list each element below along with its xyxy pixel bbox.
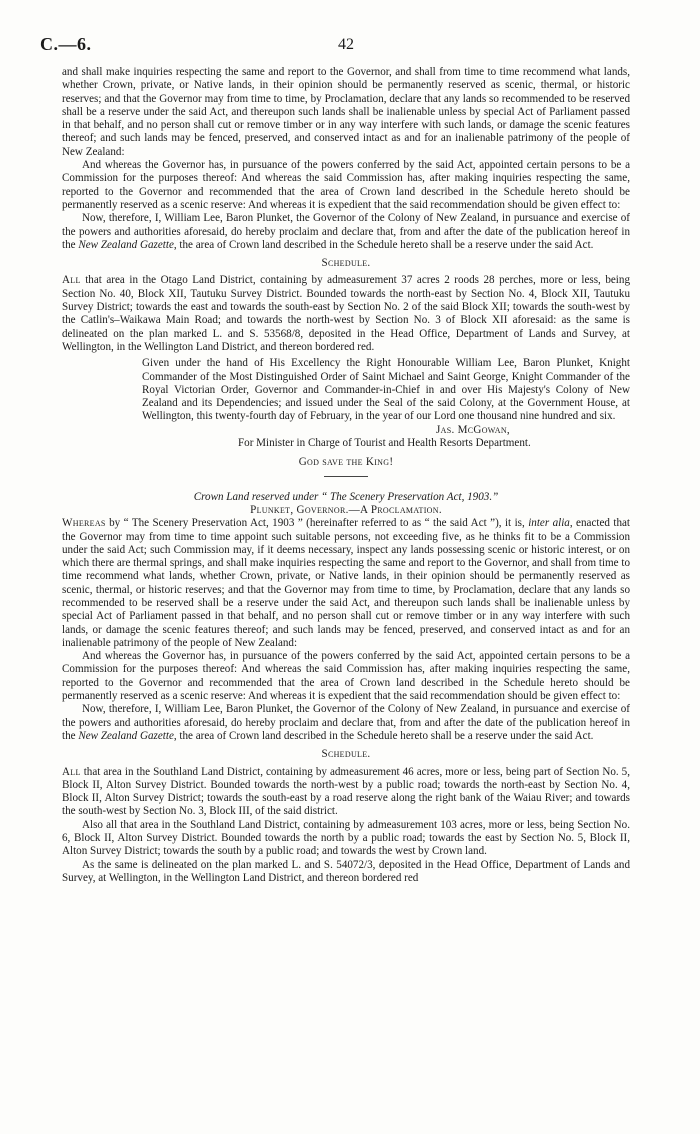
document-body: [62, 66, 630, 885]
whereas-intro-paragraph: Whereas by “ The Scenery Preservation Act, 1903 ” (hereinafter referred to as “ the said Act ”), it is, inter alia, enacted that the Governor may from time to time appoint such suitable persons, not exceeding five, as he thinks fit to be a Commission under the said Act; such Commission may, if it deems necessary, inspect any lands possessing scenic or historic interest, or on which there are thermal springs, and shall make inquiries respecting the same and report to the Governor, and shall from time to time recommend what lands, whether Crown, private, or Native lands, in their opinion should be permanently reserved as scenic, thermal, or historic reserves; and that the Governor may from time to time, by Proclamation, declare that any lands so recommended to be reserved shall be a reserve under the said Act, and thereupon such lands shall be inalienable unless by special Act of Parliament passed in that behalf, and no person shall cut or remove timber or in any way interfere with such lands, or damage the scenic features thereof; and such lands may be fenced, preserved, and conserved intact as and for an inalienable patrimony of the people of New Zealand:: [62, 517, 631, 649]
section-divider: [324, 476, 368, 477]
proclamation-paragraph: Now, therefore, I, William Lee, Baron Plunket, the Governor of the Colony of New Zealand, in pursuance and exercise of the powers and authorities aforesaid, do hereby proclaim and declare that, from and after the date of the publication hereof in the New Zealand Gazette, the area of Crown land described in the Schedule hereto shall be a reserve under the said Act.: [62, 703, 630, 742]
schedule-heading: Schedule.: [321, 257, 371, 270]
schedule-paragraph: Also all that area in the Southland Land District, containing by admeasurement 103 acres, more or less, being Section No. 6, Block II, Alton Survey District. Bounded towards the north by a public road; towards the east by Section No. 5, Block II, Alton Survey District; towards the south by a public road; and towards the west by Crown land.: [62, 818, 630, 858]
gazette-title: New Zealand Gazette: [78, 238, 174, 251]
continued-paragraph: and shall make inquiries respecting the same and report to the Governor, and shall from time to time recommend what lands, whether Crown, private, or Native lands, in their opinion should be permanently reserved as scenic, thermal, or historic reserves; and that the Governor may from time to time, by Proclamation, declare that any lands so recommended to be reserved shall be a reserve under the said Act, and thereupon such lands shall be inalienable unless by special Act of Parliament passed in that behalf, and no person shall cut or remove timber or in any way interfere with such lands, or damage the scenic features thereof; and such lands may be fenced, preserved, and conserved intact as and for an inalienable patrimony of the people of New Zealand:: [62, 66, 630, 158]
signatory: Jas. McGowan,: [436, 423, 510, 436]
page-number: 42: [338, 36, 354, 53]
minister-line: For Minister in Charge of Tourist and Health Resorts Department.: [238, 437, 531, 450]
god-save-the-king: God save the King!: [298, 456, 394, 469]
proclamation-title: Crown Land reserved under “ The Scenery Preservation Act, 1903.”: [193, 490, 499, 503]
schedule-paragraph: All that area in the Southland Land District, containing by admeasurement 46 acres, more or less, being part of Section No. 5, Block II, Alton Survey District. Bounded towards the north-west by a public road; towards the north-east by Section No. 4, Block II, Alton Survey District; towards the south-east by a road reserve along the right bank of the Waiau River; and towards the south-west by Section No. 3, Block III, of the said district.: [62, 765, 630, 818]
proclamation-paragraph: Now, therefore, I, William Lee, Baron Plunket, the Governor of the Colony of New Zealand, in pursuance and exercise of the powers and authorities aforesaid, do hereby proclaim and declare that, from and after the date of the publication hereof in the New Zealand Gazette, the area of Crown land described in the Schedule hereto shall be a reserve under the said Act.: [62, 212, 630, 251]
document-reference: C.—6.: [40, 34, 92, 54]
given-under-paragraph: Given under the hand of His Excellency the Right Honourable William Lee, Baron Plunket, Knight Commander of the Most Distinguished Order of Saint Michael and Saint George, Knight Commander of the Royal Victorian Order, Governor and Commander-in-Chief in and over His Majesty's Colony of New Zealand and its Dependencies; and issued under the Seal of the said Colony, at the Government House, at Wellington, this twenty-fourth day of February, in the year of our Lord one thousand nine hundred and six.: [142, 357, 630, 423]
whereas-paragraph: And whereas the Governor has, in pursuance of the powers conferred by the said Act, appointed certain persons to be a Commission for the purposes thereof: And whereas the said Commission has, after making inquiries respecting the same, reported to the Governor and recommended that the area of Crown land described in the Schedule hereto should be permanently reserved as a scenic reserve: And whereas it is expedient that the said recommendation should be given effect to:: [62, 159, 630, 211]
whereas-paragraph: And whereas the Governor has, in pursuance of the powers conferred by the said Act, appointed certain persons to be a Commission for the purposes thereof: And whereas the said Commission has, after making inquiries respecting the same, reported to the Governor and recommended that the area of Crown land described in the Schedule hereto should be permanently reserved as a scenic reserve: And whereas it is expedient that the said recommendation should be given effect to:: [62, 650, 630, 703]
proclamation-subtitle: Plunket, Governor.—A Proclamation.: [250, 503, 442, 516]
schedule-paragraph: As the same is delineated on the plan marked L. and S. 54072/3, deposited in the Head Office, Department of Lands and Survey, at Wellington, in the Wellington Land District, and thereon bordered red: [62, 858, 630, 884]
schedule-paragraph: All that area in the Otago Land District, containing by admeasurement 37 acres 2 roods 28 perches, more or less, being Section No. 40, Block XII, Tautuku Survey District. Bounded towards the north-east by Section No. 4, Block XII, Tautuku Survey District; towards the east and towards the south-east by Section No. 2 of the said Block XII; towards the south-west by the Catlin's–Waikawa Main Road; and towards the north-west by Section No. 3 of Block XII aforesaid: as the same is delineated on the plan marked L. and S. 53568/8, deposited in the Head Office, Department of Lands and Survey, at Wellington, in the Wellington Land District, and thereon bordered red.: [62, 274, 630, 353]
schedule-heading: Schedule.: [321, 748, 371, 761]
gazette-title: New Zealand Gazette: [78, 729, 174, 742]
